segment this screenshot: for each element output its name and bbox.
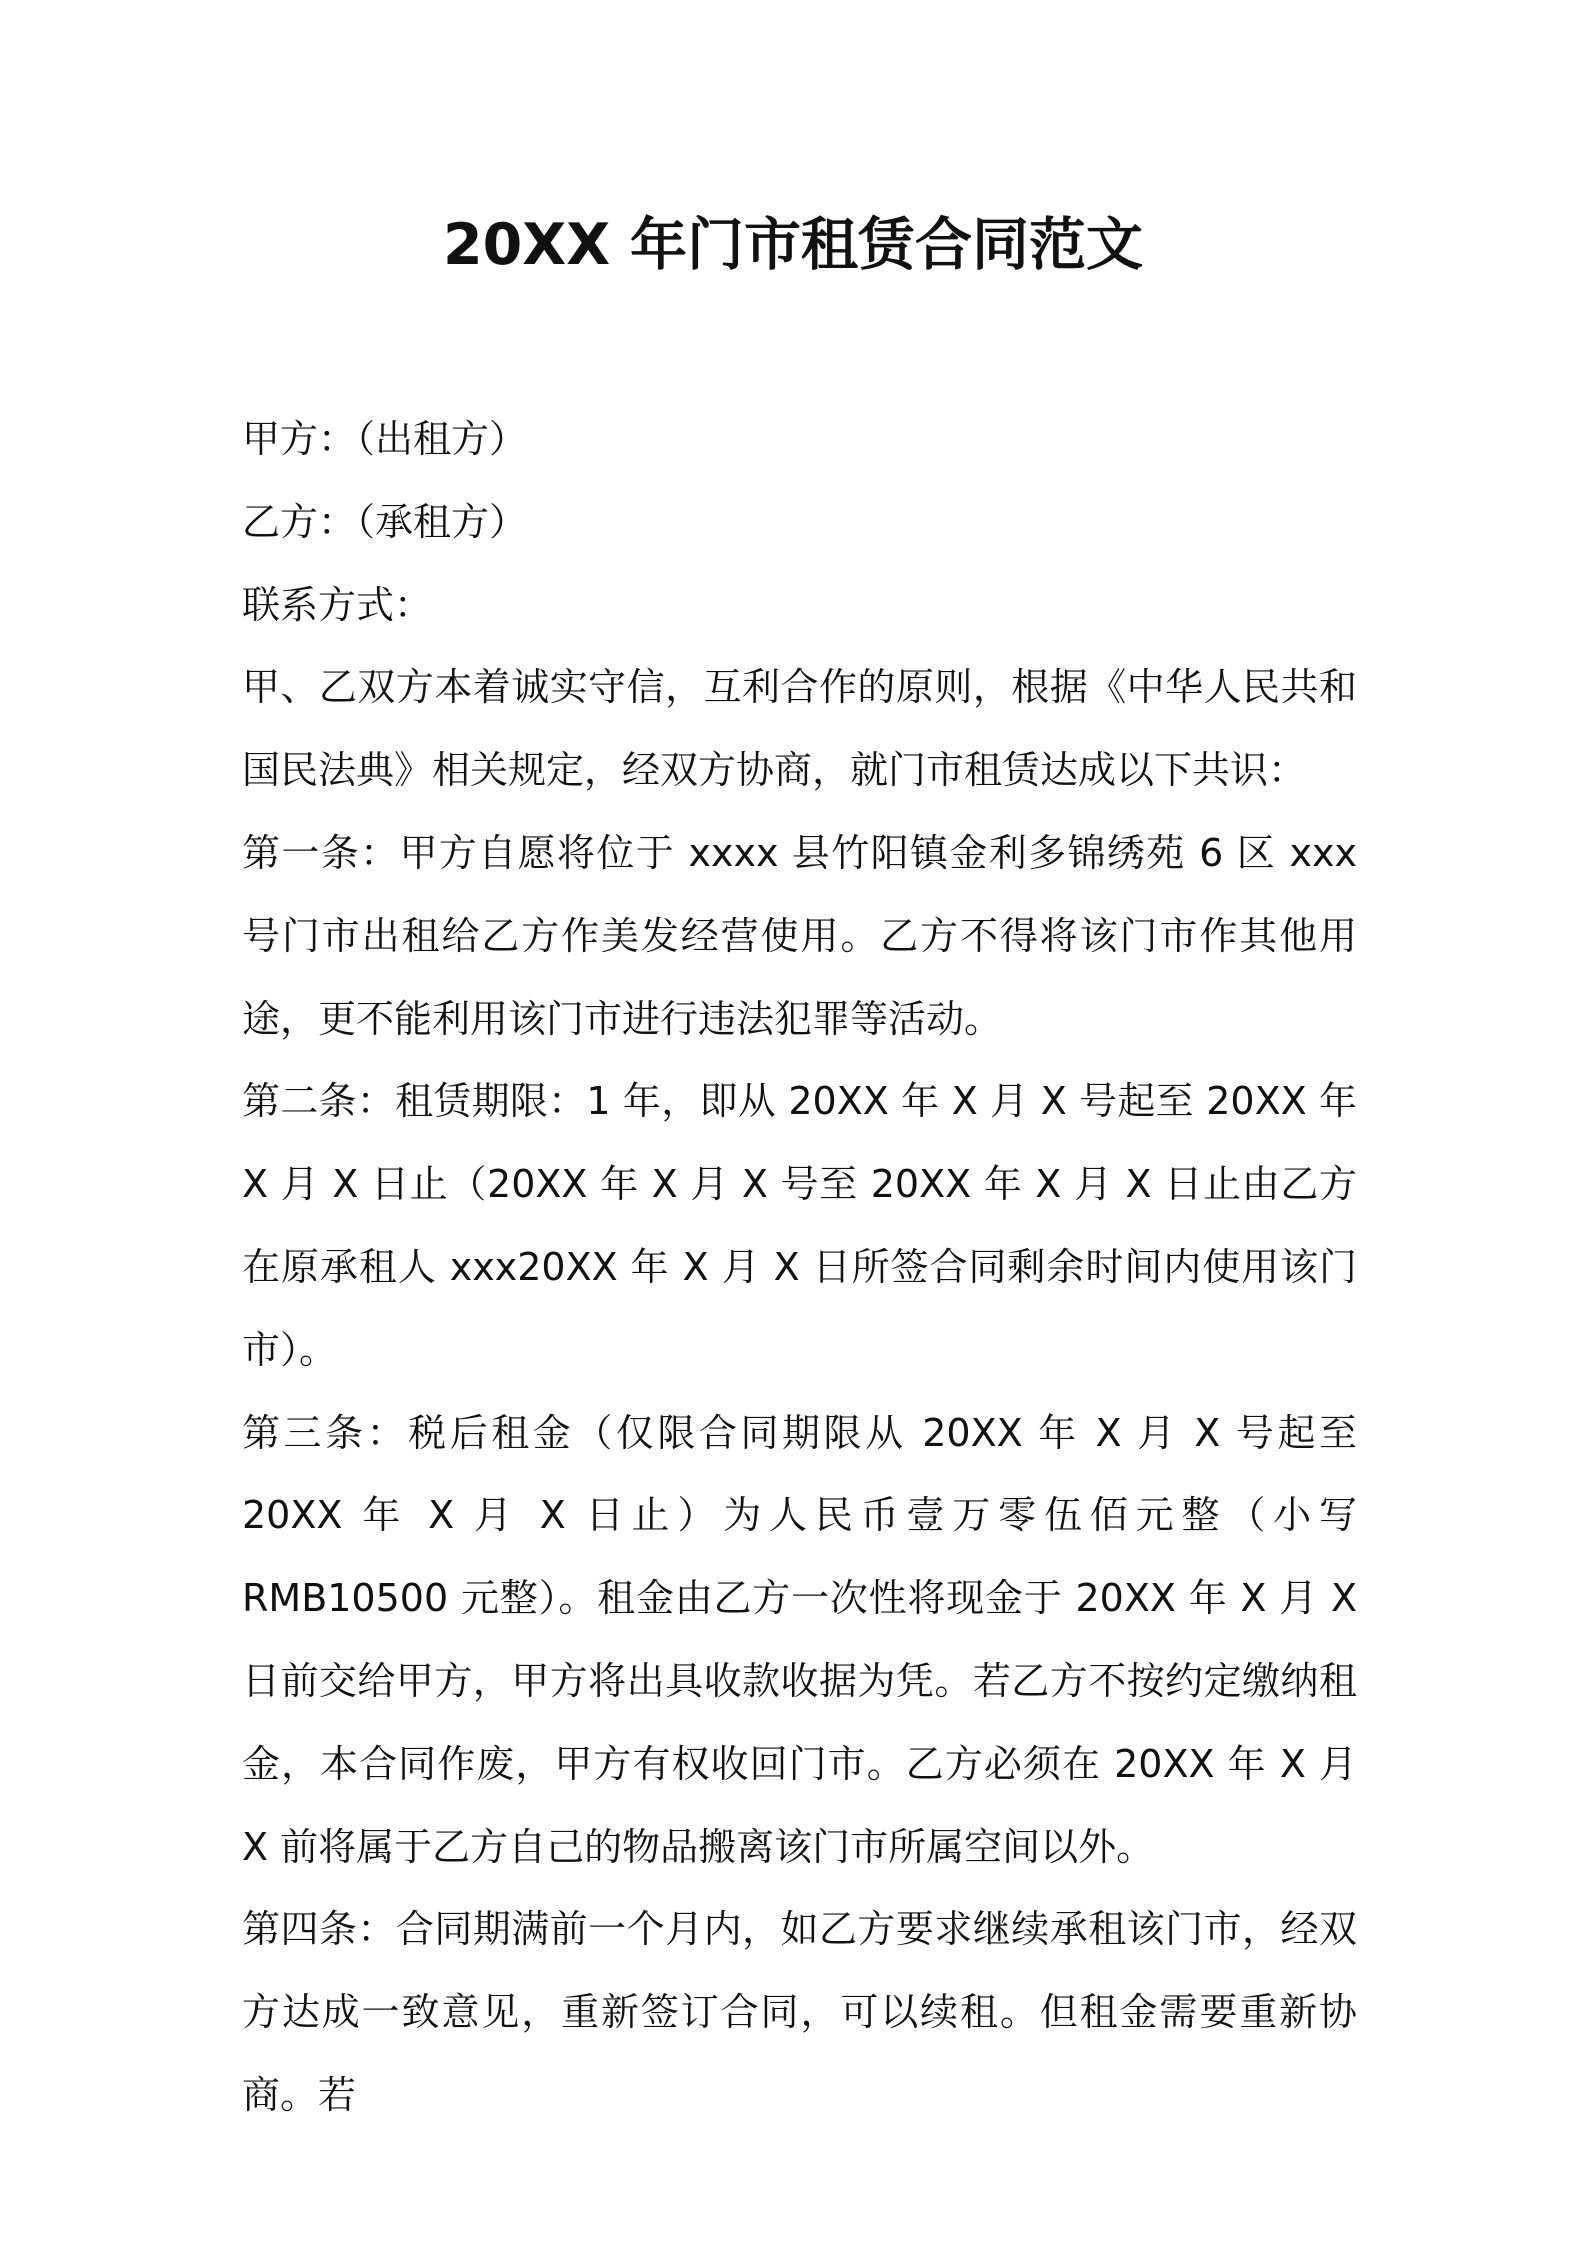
article-1-paragraph: 第一条：甲方自愿将位于 xxxx 县竹阳镇金利多锦绣苑 6 区 xxx 号门市出租给乙方作美发经营使用。乙方不得将该门市作其他用途，更不能利用该门市进行违法犯罪等活动。 bbox=[242, 830, 1357, 1041]
contact-line: 联系方式： bbox=[242, 582, 433, 627]
article-3-paragraph: 第三条：税后租金（仅限合同期限从 20XX 年 X 月 X 号起至 20XX 年 X 月 X 日止）为人民币壹万零伍佰元整（小写 RMB10500 元整）。租金由乙方一次性将现金于 20XX 年 X 月 X 日前交给甲方，甲方将出具收款收据为凭。若乙方不按约定缴纳租金，本合同作废，甲方有权收回门市。乙方必须在 20XX 年 X 月 X 前将属于乙方自己的物品搬离该门市所属空间以外。 bbox=[242, 1410, 1357, 1869]
article-2-paragraph: 第二条：租赁期限：1 年，即从 20XX 年 X 月 X 号起至 20XX 年 X 月 X 日止（20XX 年 X 月 X 号至 20XX 年 X 月 X 日止由乙方在原承租人 xxx20XX 年 X 月 X 日所签合同剩余时间内使用该门市）。 bbox=[242, 1079, 1357, 1372]
article-4-paragraph: 第四条：合同期满前一个月内，如乙方要求继续承租该门市，经双方达成一致意见，重新签订合同，可以续租。但租金需要重新协商。若 bbox=[242, 1907, 1357, 2117]
preamble-paragraph: 甲、乙双方本着诚实守信，互利合作的原则，根据《中华人民共和国民法典》相关规定，经双方协商，就门市租赁达成以下共识： bbox=[242, 665, 1357, 793]
party-b-line: 乙方：（承租方） bbox=[242, 499, 528, 544]
party-a-line: 甲方：（出租方） bbox=[242, 417, 528, 461]
document-title: 20XX 年门市租赁合同范文 bbox=[442, 212, 1144, 278]
document-body bbox=[242, 398, 1357, 2137]
